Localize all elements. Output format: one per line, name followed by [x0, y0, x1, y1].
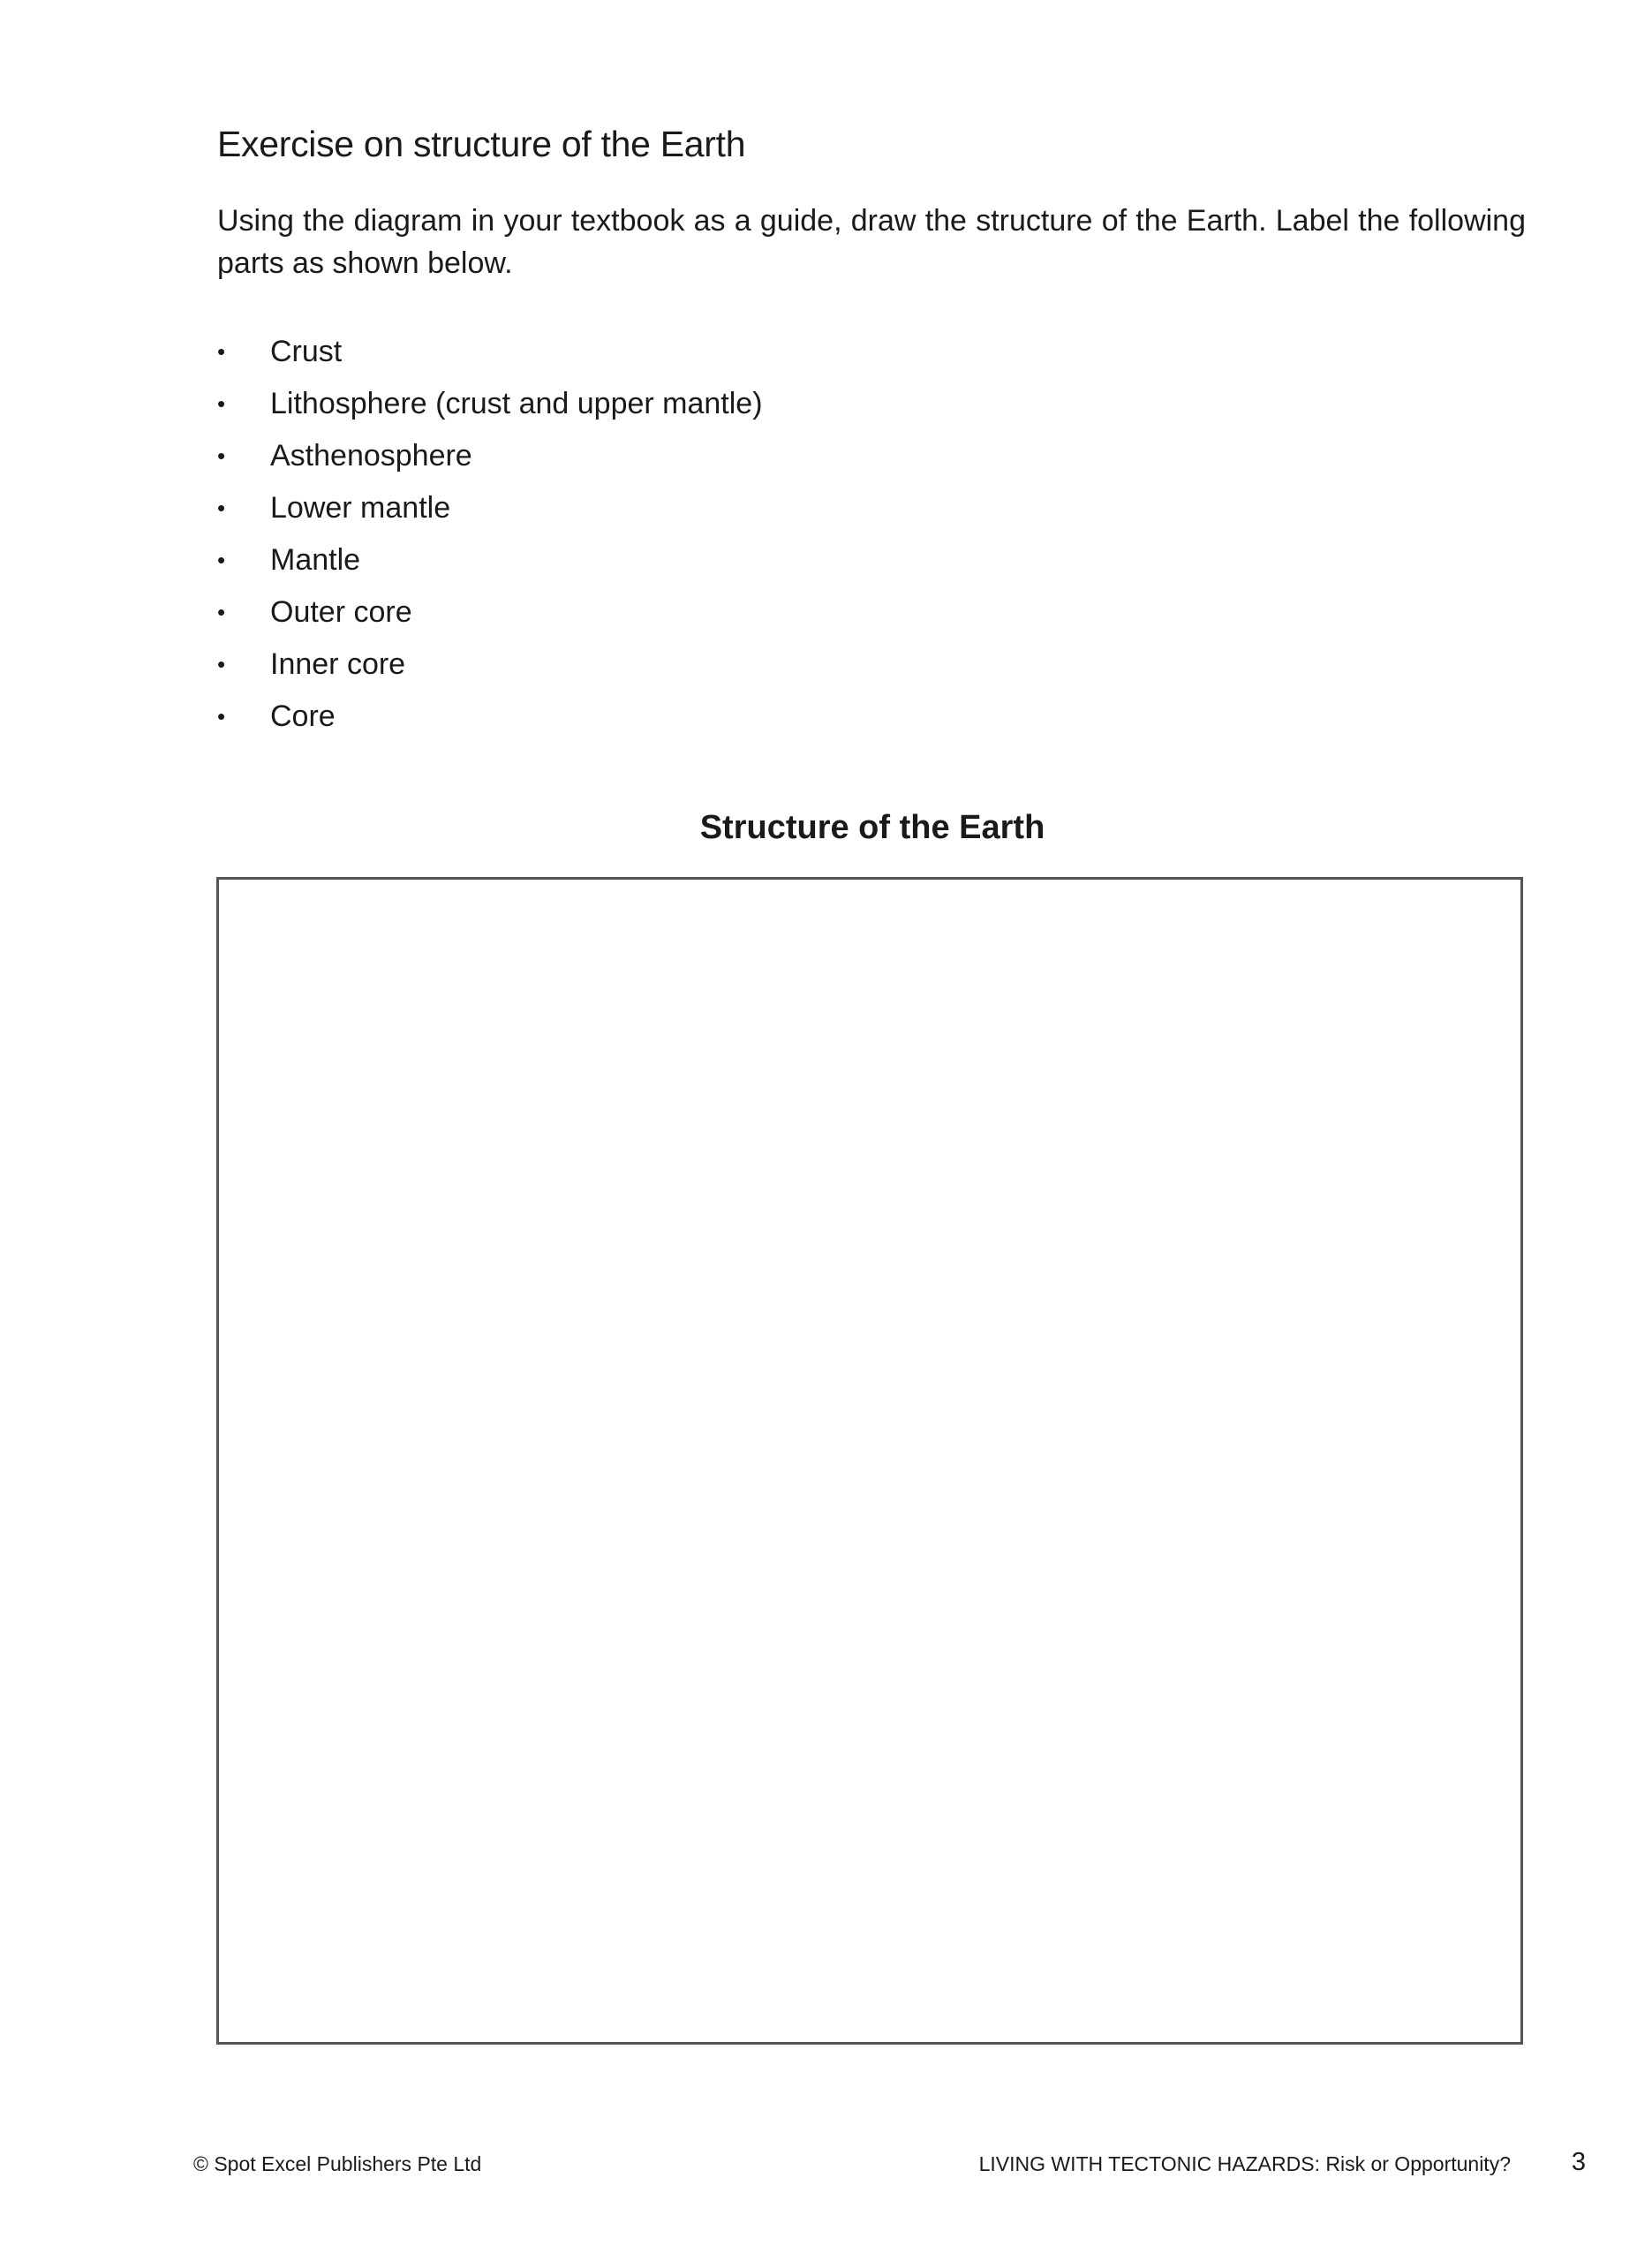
list-item: • Lithosphere (crust and upper mantle) — [217, 382, 763, 435]
exercise-instructions: Using the diagram in your textbook as a guide, draw the structure of the Earth. Label the following parts as shown below. — [217, 204, 1526, 280]
footer-copyright: © Spot Excel Publishers Pte Ltd — [193, 2152, 482, 2175]
list-item: • Core — [217, 695, 763, 747]
drawing-box-title: Structure of the Earth — [699, 809, 1045, 846]
list-item: • Lower mantle — [217, 487, 763, 539]
exercise-heading: Exercise on structure of the Earth — [217, 124, 746, 164]
drawing-box — [216, 877, 1523, 2045]
list-item: • Asthenosphere — [217, 435, 763, 487]
list-item: • Outer core — [217, 591, 763, 643]
parts-list — [217, 330, 763, 747]
footer-book-title: LIVING WITH TECTONIC HAZARDS: Risk or Opportunity? — [978, 2152, 1511, 2175]
list-item: • Mantle — [217, 539, 763, 591]
page-number: 3 — [1571, 2148, 1586, 2176]
list-item: • Crust — [217, 330, 763, 382]
list-item: • Inner core — [217, 643, 763, 695]
